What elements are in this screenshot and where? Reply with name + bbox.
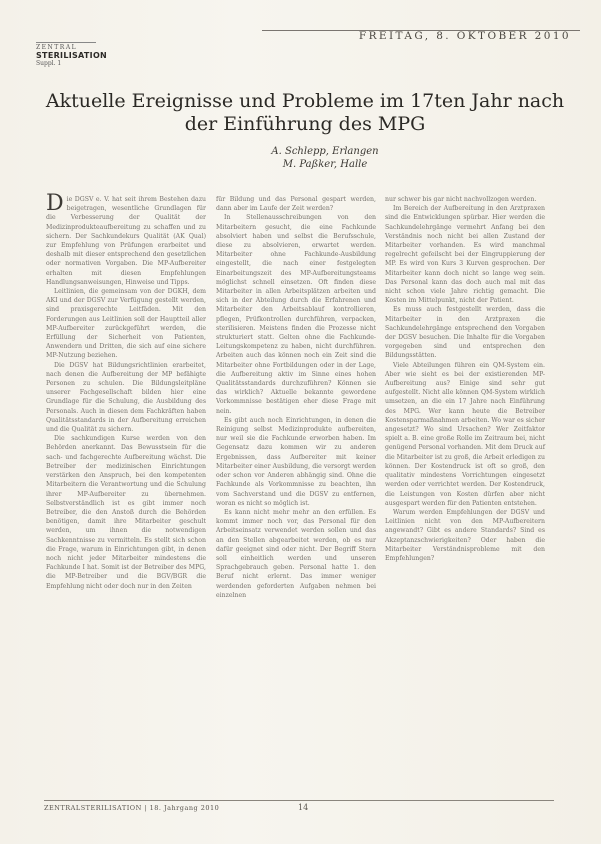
paragraph: Es gibt auch noch Einrichtungen, in denen die Reinigung selbst Medizinprodukte aufbereiten, nur weil sie die Fachkunde erworben haben. Im Gegensatz dazu kommen wir zu anderen Ergebnissen, dass Aufbereiter mit keiner Mitarbeiter einer Ausbildung, die versorgt werden oder schon vor Anderen abhängig sind. Ohne die Fachkunde als Vorkommnisse zu beachten, ihn vom Sachverstand und die DGSV zu entfernen, woran es nicht so möglich ist. [216,416,376,507]
paragraph: Die DGSV hat Bildungsrichtlinien erarbeitet, nach denen die Aufbereitung der MP befähigte Personen zu schulen. Die Bildungsleitpläne unserer Fachgesellschaft bilden hier eine Grundlage für die Schulung, die Ausbildung des Personals. Auch in diesen dem Fachkräften haben Qualitätsstandards in der Aufbereitung erreichen und die Qualität zu sichern. [46,361,206,434]
paragraph: Viele Abteilungen führen ein QM-System ein. Aber wie sieht es bei der existierenden MP-Aufbereitung aus? Einige sind sehr gut aufgestellt. Nicht alle können QM-System wirklich umsetzen, an die ein 17 Jahre nach Einführung des MPG. Wer kann heute die Betreiber Kostensparmaßnahmen arbeiten. Wo war es sicher angesetzt? Wo sind Ursachen? Wer Zeitfaktor spielt a. B. eine große Rolle im Zeitraum bei, nicht genügend Personal vorhanden. Mit dem Druck auf die Mitarbeiter ist zu groß, die Arbeit erledigen zu können. Der Kostendruck ist oft so groß, den qualitativ mindestens Vorrichtungen eingesetzt werden oder verrichtet werden. Der Kostendruck, die Leistungen von Kosten dürfen aber nicht ausgespart werden für den Patienten entstehen. [385,361,545,507]
paragraph: Im Bereich der Aufbereitung in den Arztpraxen sind die Entwicklungen spürbar. Hier werden die Sachkundelehrgänge vermehrt Anfang bei den Verständnis noch nicht bei allen Zustand der Mitarbeiter vorhanden. Es wird manchmal regelrecht gefeilscht bei der Eingruppierung der MP. Es wird von Kurs 3 Kurven gesprochen. Der Mitarbeiter kann doch nicht so lange weg sein. Das Personal kann das doch auch mal mit das nicht schon viele Jahre richtig gemacht. Die Kosten im Mittelpunkt, nicht der Patient. [385,205,545,305]
page-number: 14 [298,803,309,812]
logo-line-1: ZENTRAL [36,42,96,51]
paragraph: Warum werden Empfehlungen der DGSV und Leitlinien nicht von den MP-Aufbereitern angewandt? Gibt es andere Standards? Sind es Akzeptanzschwierigkeiten? Oder haben die Mitarbeiter Verständnisprobleme mit den Empfehlungen? [385,508,545,562]
drop-cap: D [46,191,64,216]
logo-line-2: STERILISATION [36,51,108,60]
text-column-1 [46,191,206,591]
author-1: A. Schlepp, Erlangen [271,146,379,157]
footer-journal: ZENTRALSTERILISATION | 18. Jahrgang 2010 [44,804,220,812]
paragraph: In Stellenausschreibungen von den Mitarbeitern gesucht, die eine Fachkunde absolviert haben und selbst die Berufsschule, diese zu absolvieren, erwartet werden. Mitarbeiter ohne Fachkunde-Ausbildung eingestellt, die nach einer festgelegten Einarbeitungszeit des MP-Aufbereitungsteams möglichst schnell einsetzen. Oft finden diese Mitarbeiter in allen Arbeitsplätzen arbeiten und sich in der Abteilung durch die Erfahrenen und Mitarbeiter den Arbeitsablauf kontrollieren, pflegen, Prüfkontrollen durchführen, verpacken, sterilisieren. Meistens finden die Prozesse nicht strukturiert statt. Gelten ohne die Fachkunde-Leitungskompetenz zu haben, nicht durchführen. Arbeiten auch das können noch ein Zeit sind die Mitarbeiter ohne Fortbildungen oder in der Lage, die Aufbereitung aktiv im Sinne eines hohen Qualitätsstandards durchzuführen? Können sie das wirklich? Aktuelle bekannte gewordene Vorkommnisse bestätigen eher diese Frage mit nein. [216,214,376,415]
paragraph: Leitlinien, die gemeinsam von der DGKH, dem AKI und der DGSV zur Verfügung gestellt werden, sind praxisgerechte Leitfäden. Mit den Forderungen aus Leitlinien soll der Hauptteil aller MP-Aufbereiter zurückgeführt werden, die Erfüllung der Sicherheit von Patienten, Anwendern und Dritten, die sich auf eine sichere MP-Nutzung beziehen. [46,288,206,360]
text-column-2 [216,195,376,600]
date-header: FREITAG, 8. OKTOBER 2010 [358,30,571,42]
footer-rule [44,800,554,801]
article-title: Aktuelle Ereignisse und Probleme im 17ten Jahr nach der Einführung des MPG [45,90,565,135]
journal-logo [36,42,107,67]
paragraph: für Bildung und das Personal gespart werden, dann aber im Laufe der Zeit werden? [216,196,376,213]
paragraph: nur schwer bis gar nicht nachvollzogen werden. [385,196,537,203]
logo-line-3: Suppl. 1 [36,60,62,67]
authors [200,145,450,171]
author-2: M. Paßker, Halle [282,159,368,170]
paragraph: Es kann nicht mehr mehr an den erfüllen. Es kommt immer noch vor, das Personal für den Arbeitseinsatz verwendet werden sollen und das an den Stellen abgearbeitet werden, ob es nur dafür geeignet sind oder nicht. Der Begriff Stern soll einheitlich werden und unseren Sprachgebrauch geben. Personal hatte 1. den Beruf nicht erlernt. Das immer weniger werdenden geforderten Aufgaben nehmen bei einzelnen [216,508,376,599]
text-column-3 [385,195,545,563]
paragraph: Die sachkundigen Kurse werden von den Behörden anerkannt. Das Bewusstsein für die sach- und fachgerechte Aufbereitung wächst. Die Betreiber der medizinischen Einrichtungen verstärken den Anspruch, bei den kompetenten Mitarbeitern die Verantwortung und die Schulung ihrer MP-Aufbereiter zu übernehmen. Selbstverständlich ist es gibt immer noch Betreiber, die den Anstoß durch die Behörden benötigen, damit ihre Mitarbeiter geschult werden, um ihnen die notwendigen Sachkenntnisse zu vermitteln. Es stellt sich schon die Frage, warum in Einrichtungen gibt, in denen noch nicht jeder Mitarbeiter mindestens die Fachkunde I hat. Somit ist der Betreiber des MPG, die MP-Betreiber und die BGV/BGR die Empfehlung nicht oder doch nur in den Zeiten [46,435,206,590]
paragraph: Es muss auch festgestellt werden, dass die Mitarbeiter in den Arztpraxen die Sachkundelehrgänge entsprechend den Vorgaben der DGSV besuchen. Die Inhalte für die Vorgaben vorgegeben sind und entsprechen den Bildungsstätten. [385,306,545,360]
paragraph: Die DGSV e. V. hat seit ihrem Bestehen dazu beigetragen, wesentliche Grundlagen für die Verbesserung der Qualität der Medizinprodukteaufbereitung zu schaffen und zu sichern. Der Sachkundekurs Qualität (AK Qual) zur Empfehlung von Prüfungen erarbeitet und deshalb mit dieser entsprechend den gesetzlichen oder normativen Vorgaben. Die MP-Aufbereiter erhalten mit diesen Empfehlungen Handlungsanweisungen, Hinweise und Tipps. [46,191,206,286]
